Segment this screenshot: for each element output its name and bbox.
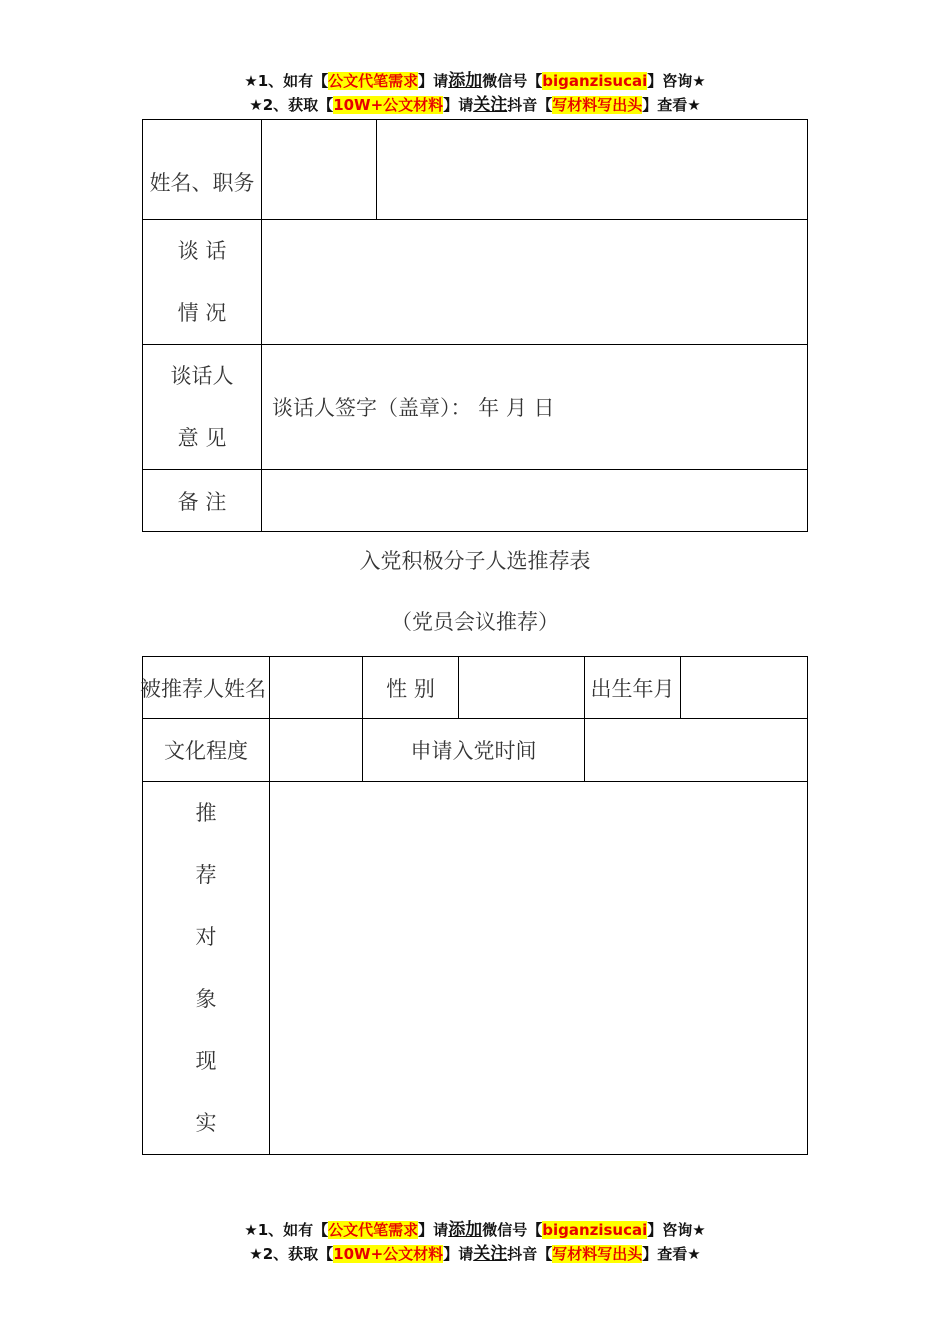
nominee-name-label: 被推荐人姓名: [143, 657, 270, 719]
banner-emphasis: 添加: [448, 1220, 483, 1240]
talk-situation-field[interactable]: [262, 220, 808, 345]
education-field[interactable]: [270, 719, 363, 782]
banner-emphasis: 关注: [473, 95, 508, 115]
banner-highlight: 10W+公文材料: [333, 1245, 444, 1263]
apply-time-field[interactable]: [585, 719, 808, 782]
talk-situation-label: 谈 话 情 况: [143, 220, 262, 345]
page-title: 入党积极分子人选推荐表: [359, 549, 591, 573]
bottom-banner: [0, 1218, 950, 1266]
banner-emphasis: 添加: [448, 71, 483, 91]
remarks-field[interactable]: [262, 470, 808, 532]
education-label: 文化程度: [143, 719, 270, 782]
banner-line-2: ★2、获取【10W+公文材料】请关注抖音【写材料写出头】查看★: [249, 95, 701, 115]
name-position-extra-field[interactable]: [377, 120, 808, 220]
page-subtitle: （党员会议推荐）: [391, 610, 559, 634]
banner-line-1: ★1、如有【公文代笔需求】请添加微信号【biganzisucai】咨询★: [244, 71, 706, 91]
banner-emphasis: 关注: [473, 1244, 508, 1264]
birth-date-label: 出生年月: [585, 657, 681, 719]
talker-opinion-field[interactable]: [262, 345, 808, 470]
top-banner: [0, 69, 950, 117]
banner-highlight: 公文代笔需求: [328, 72, 419, 90]
nominee-name-field[interactable]: [270, 657, 363, 719]
banner-highlight: 10W+公文材料: [333, 96, 444, 114]
douyin-id: 写材料写出头: [552, 96, 643, 114]
remarks-label: 备 注: [143, 470, 262, 532]
name-position-label: 姓名、职务: [143, 120, 262, 220]
wechat-id: biganzisucai: [542, 72, 648, 90]
douyin-id: 写材料写出头: [552, 1245, 643, 1263]
wechat-id: biganzisucai: [542, 1221, 648, 1239]
talk-record-table: [142, 119, 808, 532]
performance-field[interactable]: [270, 782, 808, 1155]
talker-signature-line: 谈话人签字（盖章）： 年 月 日: [272, 396, 555, 420]
gender-field[interactable]: [459, 657, 585, 719]
gender-label: 性 别: [363, 657, 459, 719]
banner-line-2: ★2、获取【10W+公文材料】请关注抖音【写材料写出头】查看★: [249, 1244, 701, 1264]
apply-time-label: 申请入党时间: [363, 719, 585, 782]
name-position-field[interactable]: [262, 120, 377, 220]
recommendation-table: [142, 656, 808, 1155]
performance-label: 推 荐 对 象 现 实: [143, 782, 270, 1155]
birth-date-field[interactable]: [681, 657, 808, 719]
banner-highlight: 公文代笔需求: [328, 1221, 419, 1239]
banner-line-1: ★1、如有【公文代笔需求】请添加微信号【biganzisucai】咨询★: [244, 1220, 706, 1240]
talker-opinion-label: 谈话人 意 见: [143, 345, 262, 470]
